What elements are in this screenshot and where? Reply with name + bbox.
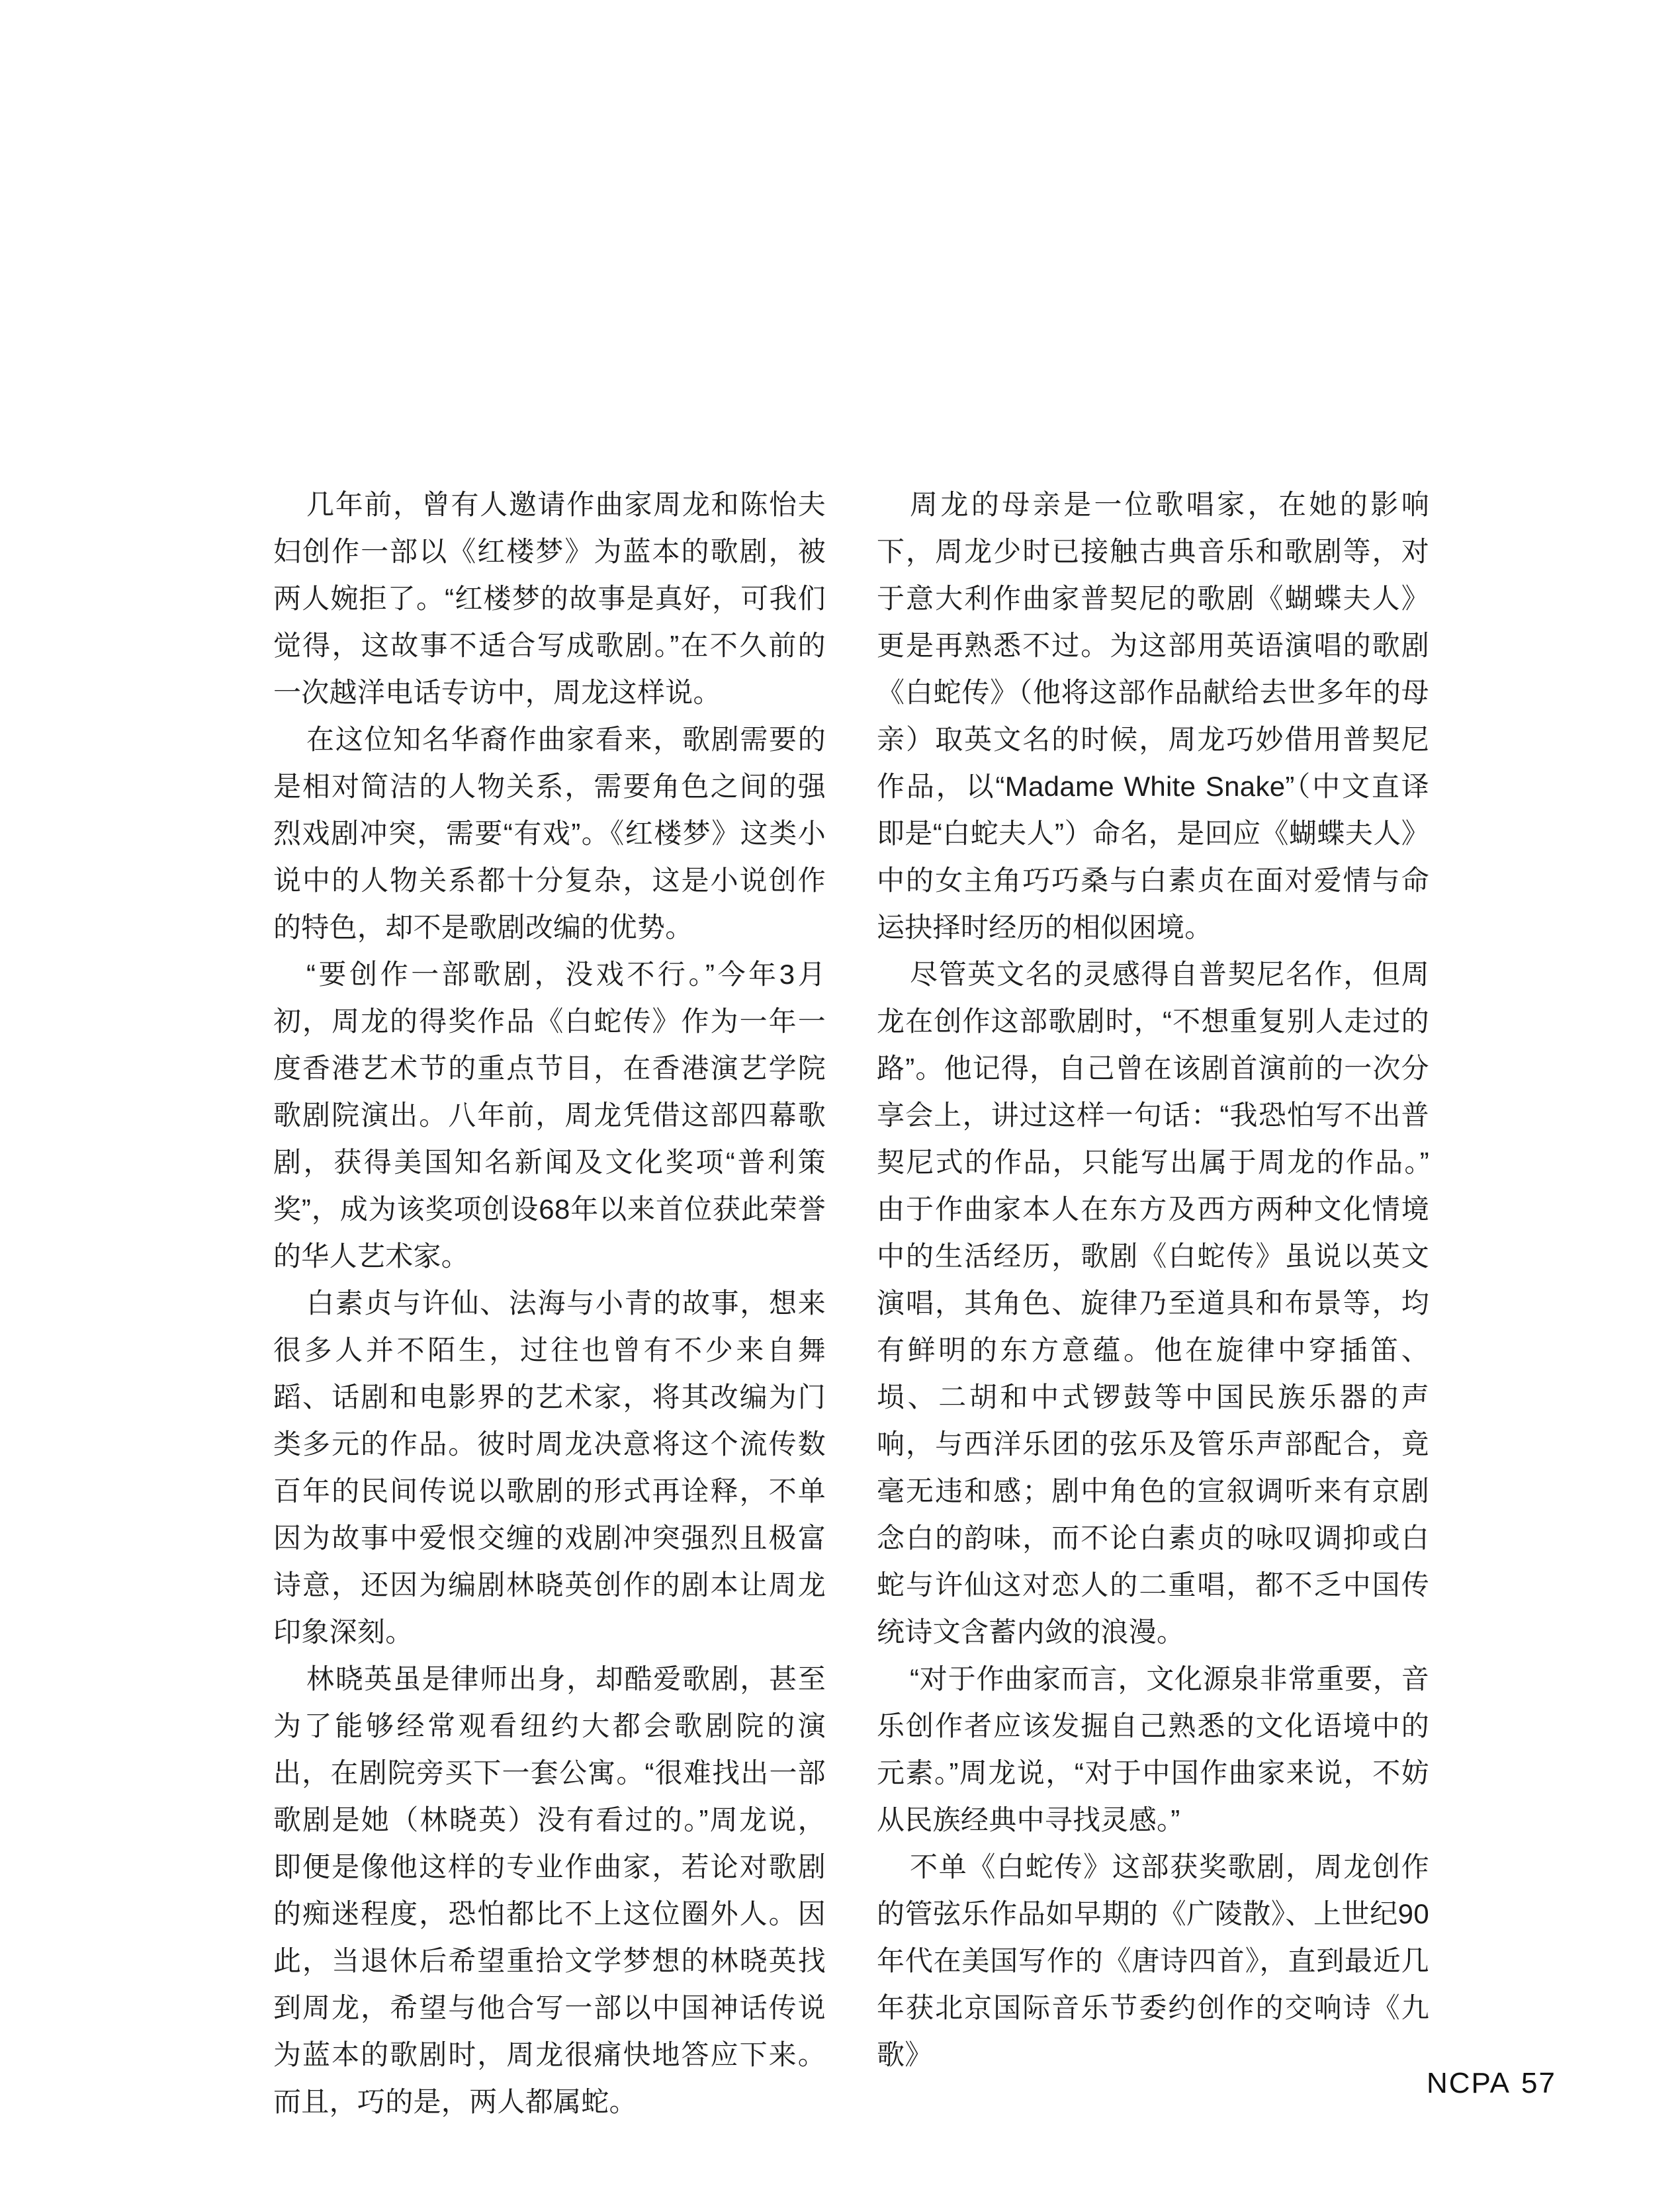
paragraph: 林晓英虽是律师出身，却酷爱歌剧，甚至为了能够经常观看纽约大都会歌剧院的演出，在剧院旁买下一套公寓。“很难找出一部歌剧是她（林晓英）没有看过的。”周龙说，即便是像他这样的专业作曲家，若论对歌剧的痴迷程度，恐怕都比不上这位圈外人。因此，当退休后希望重拾文学梦想的林晓英找到周龙，希望与他合写一部以中国神话传说为蓝本的歌剧时，周龙很痛快地答应下来。而且，巧的是，两人都属蛇。 (273, 1663, 826, 2117)
article-body (273, 481, 1429, 2125)
page-footer (1427, 2067, 1556, 2100)
article-column-right (877, 481, 1429, 2125)
paragraph: 在这位知名华裔作曲家看来，歌剧需要的是相对简洁的人物关系，需要角色之间的强烈戏剧冲突，需要“有戏”。《红楼梦》这类小说中的人物关系都十分复杂，这是小说创作的特色，却不是歌剧改编的优势。 (273, 724, 826, 943)
page-number: 57 (1521, 2067, 1556, 2099)
paragraph: 不单《白蛇传》这部获奖歌剧，周龙创作的管弦乐作品如早期的《广陵散》、上世纪90年代在美国写作的《唐诗四首》，直到最近几年获北京国际音乐节委约创作的交响诗《九歌》 (877, 1851, 1429, 2070)
article-column-left (273, 481, 826, 2125)
paragraph: 尽管英文名的灵感得自普契尼名作，但周龙在创作这部歌剧时，“不想重复别人走过的路”。他记得，自己曾在该剧首演前的一次分享会上，讲过这样一句话：“我恐怕写不出普契尼式的作品，只能写出属于周龙的作品。”由于作曲家本人在东方及西方两种文化情境中的生活经历，歌剧《白蛇传》虽说以英文演唱，其角色、旋律乃至道具和布景等，均有鲜明的东方意蕴。他在旋律中穿插笛、埙、二胡和中式锣鼓等中国民族乐器的声响，与西洋乐团的弦乐及管乐声部配合，竟毫无违和感；剧中角色的宣叙调听来有京剧念白的韵味，而不论白素贞的咏叹调抑或白蛇与许仙这对恋人的二重唱，都不乏中国传统诗文含蓄内敛的浪漫。 (877, 959, 1429, 1647)
paragraph: “对于作曲家而言，文化源泉非常重要，音乐创作者应该发掘自己熟悉的文化语境中的元素。”周龙说，“对于中国作曲家来说，不妨从民族经典中寻找灵感。” (877, 1663, 1429, 1835)
paragraph: 周龙的母亲是一位歌唱家，在她的影响下，周龙少时已接触古典音乐和歌剧等，对于意大利作曲家普契尼的歌剧《蝴蝶夫人》更是再熟悉不过。为这部用英语演唱的歌剧《白蛇传》（他将这部作品献给去世多年的母亲）取英文名的时候，周龙巧妙借用普契尼作品，以“Madame White Snake”（中文直译即是“白蛇夫人”）命名，是回应《蝴蝶夫人》中的女主角巧巧桑与白素贞在面对爱情与命运抉择时经历的相似困境。 (877, 489, 1429, 943)
paragraph: “要创作一部歌剧，没戏不行。”今年3月初，周龙的得奖作品《白蛇传》作为一年一度香港艺术节的重点节目，在香港演艺学院歌剧院演出。八年前，周龙凭借这部四幕歌剧，获得美国知名新闻及文化奖项“普利策奖”，成为该奖项创设68年以来首位获此荣誉的华人艺术家。 (273, 959, 826, 1272)
paragraph: 几年前，曾有人邀请作曲家周龙和陈怡夫妇创作一部以《红楼梦》为蓝本的歌剧，被两人婉拒了。“红楼梦的故事是真好，可我们觉得，这故事不适合写成歌剧。”在不久前的一次越洋电话专访中，周龙这样说。 (273, 489, 826, 708)
paragraph: 白素贞与许仙、法海与小青的故事，想来很多人并不陌生，过往也曾有不少来自舞蹈、话剧和电影界的艺术家，将其改编为门类多元的作品。彼时周龙决意将这个流传数百年的民间传说以歌剧的形式再诠释，不单因为故事中爱恨交缠的戏剧冲突强烈且极富诗意，还因为编剧林晓英创作的剧本让周龙印象深刻。 (273, 1288, 826, 1647)
journal-label: NCPA (1427, 2067, 1511, 2099)
